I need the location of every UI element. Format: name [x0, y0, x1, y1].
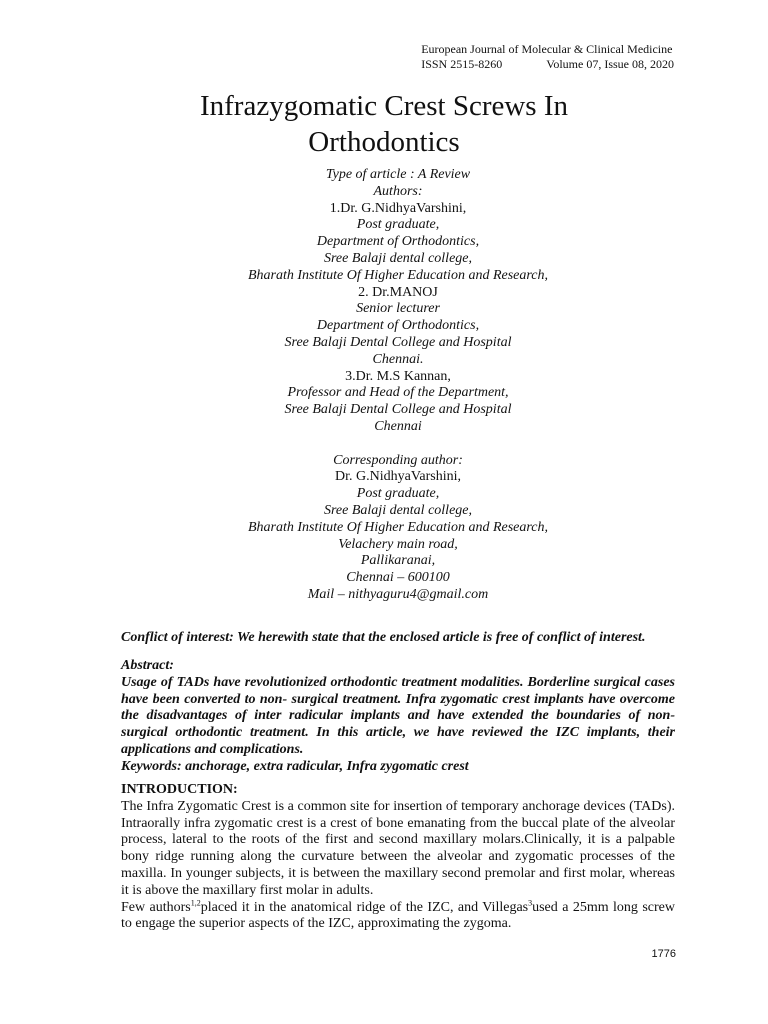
- introduction-paragraph-1: The Infra Zygomatic Crest is a common site for insertion of temporary anchorage devices (TADs). Intraorally infra zygomatic crest is a crest of bone emanating from the buccal plate of the alveolar process, lateral to the roots of the first and second maxillary molars.Clinically, it is a palpable bony ridge running along the curvature between the alveolar and zygomatic processes of the maxilla. In younger subjects, it is between the maxillary second premolar and first molar, whereas it is above the maxillary first molar in adults.: [121, 798, 675, 898]
- author-1-affiliation-line: Bharath Institute Of Higher Education and Research,: [247, 267, 549, 283]
- corresponding-author-line: Post graduate,: [356, 486, 440, 502]
- corresponding-author-label: Corresponding author:: [333, 452, 463, 468]
- author-2-name: 2. Dr.MANOJ: [358, 284, 438, 300]
- corresponding-author-line: Chennai – 600100: [346, 570, 450, 586]
- intro-text-segment: placed it in the anatomical ridge of the IZC, and Villegas: [200, 899, 529, 915]
- introduction-heading: INTRODUCTION:: [121, 782, 238, 797]
- author-2-affiliation-line: Sree Balaji Dental College and Hospital: [284, 334, 512, 350]
- title-line-1: Infrazygomatic Crest Screws In: [199, 90, 568, 122]
- issn: ISSN 2515-8260: [421, 57, 503, 71]
- author-2-affiliation-line: Department of Orthodontics,: [316, 318, 480, 334]
- journal-header: [421, 42, 674, 72]
- introduction-paragraph-2: [121, 897, 676, 934]
- journal-name: European Journal of Molecular & Clinical Medicine: [421, 42, 673, 56]
- author-3-affiliation-line: Chennai: [374, 418, 422, 434]
- author-2-affiliation-line: Chennai.: [372, 351, 424, 367]
- author-1-affiliation-line: Department of Orthodontics,: [316, 234, 480, 250]
- corresponding-author-line: Sree Balaji dental college,: [324, 502, 472, 518]
- author-1-name: 1.Dr. G.NidhyaVarshini,: [329, 200, 467, 216]
- citation-superscript: 3: [528, 897, 533, 907]
- title-line-2: Orthodontics: [308, 126, 460, 158]
- page-number: 1776: [651, 948, 676, 960]
- volume-issue: Volume 07, Issue 08, 2020: [546, 57, 674, 71]
- authors-label: Authors:: [373, 183, 423, 199]
- article-type: Type of article : A Review: [325, 167, 471, 182]
- author-3-affiliation-line: Sree Balaji Dental College and Hospital: [284, 402, 512, 418]
- front-matter: [0, 167, 768, 604]
- intro-text-segment: Few authors: [121, 899, 191, 915]
- corresponding-author-name: Dr. G.NidhyaVarshini,: [335, 469, 461, 485]
- issn-volume-line: [421, 57, 674, 72]
- author-3-name: 3.Dr. M.S Kannan,: [345, 368, 451, 384]
- citation-superscript: 1,2: [190, 897, 201, 907]
- introduction-section: [121, 782, 675, 933]
- corresponding-author-line: Pallikaranai,: [360, 553, 436, 569]
- abstract-section: [121, 658, 675, 776]
- author-1-affiliation-line: Sree Balaji dental college,: [324, 250, 472, 266]
- author-3-affiliation-line: Professor and Head of the Department,: [287, 385, 509, 401]
- conflict-of-interest: Conflict of interest: We herewith state that the enclosed article is free of conflict of interest.: [121, 630, 646, 645]
- author-1-affiliation-line: Post graduate,: [356, 217, 440, 233]
- keywords: Keywords: anchorage, extra radicular, Infra zygomatic crest: [121, 758, 469, 774]
- abstract-text: Usage of TADs have revolutionized orthodontic treatment modalities. Borderline surgical cases have been converted to non- surgical treatment. Infra zygomatic crest implants have overcome the disadvantages of inter radicular implants and have extended the boundaries of non- surgical orthodontic treatment. In this article, we have reviewed the IZC implants, their applications and complications.: [121, 674, 675, 757]
- intro-text-segment: used a 25mm long screw to engage the superior aspects of the IZC, approximating the zygoma.: [121, 899, 676, 932]
- author-2-affiliation-line: Senior lecturer: [356, 301, 440, 317]
- corresponding-author-email: Mail – nithyaguru4@gmail.com: [307, 586, 489, 602]
- article-title: [0, 88, 768, 160]
- corresponding-author-line: Bharath Institute Of Higher Education and Research,: [247, 519, 549, 535]
- corresponding-author-line: Velachery main road,: [338, 536, 458, 552]
- abstract-label: Abstract:: [121, 658, 174, 673]
